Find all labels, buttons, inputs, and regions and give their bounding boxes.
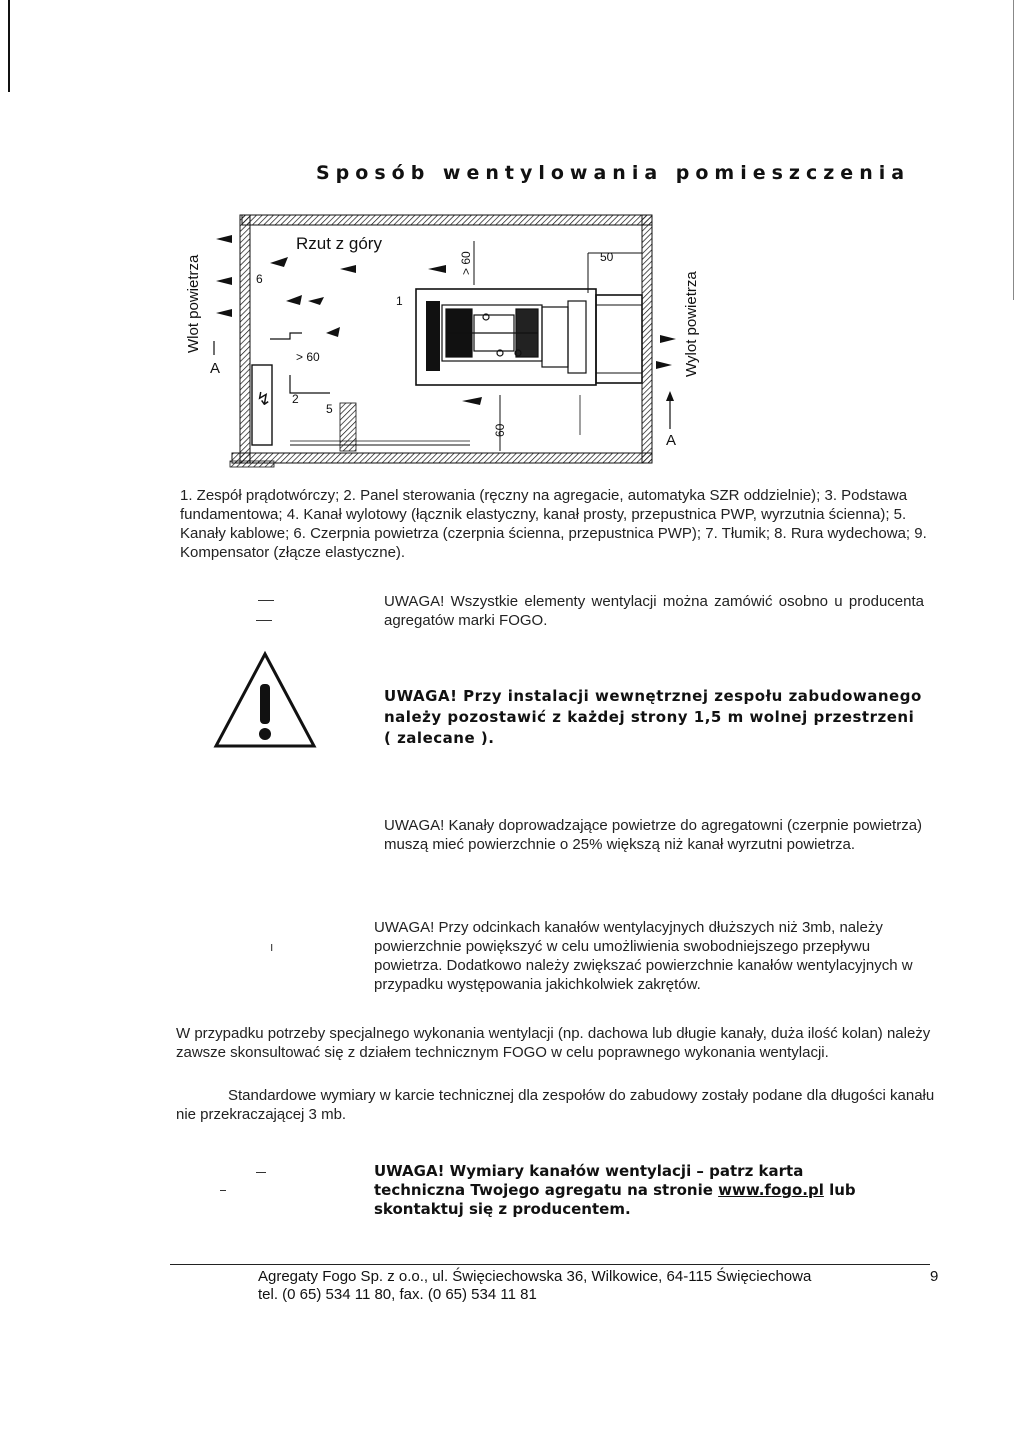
bottom-wall <box>232 453 652 463</box>
dim-60-bottom: 60 <box>493 423 507 437</box>
dim-50: 50 <box>600 250 614 264</box>
legend-item-2: 2. Panel sterowania (ręczny na agregacie, automatyka SZR oddzielnie); <box>343 487 825 504</box>
legend-item-8: 8. Rura wydechowa; <box>774 525 915 542</box>
dash-mark <box>258 600 274 601</box>
outlet-duct <box>596 295 642 383</box>
legend <box>180 486 950 562</box>
dash-mark <box>256 620 272 621</box>
margin-mark: ı <box>270 940 274 954</box>
scan-edge-mark-right <box>1013 0 1014 300</box>
top-wall <box>242 215 652 225</box>
warning-icon <box>212 650 318 750</box>
outlet-label: Wylot powietrza <box>683 271 700 377</box>
footer-divider <box>170 1264 930 1265</box>
dash-mark <box>220 1190 226 1191</box>
note-installation-space: UWAGA! Przy instalacji wewnętrznej zespołu zabudowanego należy pozostawić z każdej strony 1,5 m wolnej przestrzeni ( zalecane ). <box>384 687 922 747</box>
dim-60-mid: > 60 <box>296 350 320 364</box>
cable-channel <box>340 403 356 451</box>
footer-contact: tel. (0 65) 534 11 80, fax. (0 65) 534 11 81 <box>258 1286 537 1303</box>
section-a-right: A <box>666 432 677 449</box>
legend-item-9: 9. Kompensator (złącze elastyczne). <box>180 525 927 561</box>
left-wall <box>240 215 250 463</box>
dim-60-top: > 60 <box>459 251 473 275</box>
paragraph-standard-dimensions: Standardowe wymiary w karcie technicznej dla zespołów do zabudowy zostały podane dla długości kanału nie przekraczającej 3 mb. <box>176 1087 935 1123</box>
footer-address: Agregaty Fogo Sp. z o.o., ul. Święciechowska 36, Wilkowice, 64-115 Święciechowa <box>258 1268 812 1285</box>
note-long-ducts: UWAGA! Przy odcinkach kanałów wentylacyjnych dłuższych niż 3mb, należy powierzchnie powiększyć w celu umożliwienia swobodniejszego przepływu powietrza. Dodatkowo należy zwiększać powierzchnie kanałów wentylacyjnych w przypadku występowania jakichkolwiek zakrętów. <box>374 919 913 993</box>
legend-item-3: 3. Podstawa fundamentowa; <box>180 487 908 523</box>
footer <box>258 1268 898 1304</box>
note-inlet-area: UWAGA! Kanały doprowadzające powietrze do agregatowni (czerpnie powietrza) muszą mieć powierzchnie o 25% większą niż kanał wyrzutni powietrza. <box>384 817 923 853</box>
note-duct-dimensions: UWAGA! Wymiary kanałów wentylacji – patrz karta techniczna Twojego agregatu na stronie www.fogo.pl lub skontaktuj się z producentem. <box>374 1162 856 1218</box>
page-title: Sposób wentylowania pomieszczenia <box>316 162 911 184</box>
legend-item-1: 1. Zespół prądotwórczy; <box>180 487 344 504</box>
view-label: Rzut z góry <box>296 234 382 253</box>
legend-item-4: 4. Kanał wylotowy (łącznik elastyczny, kanał prosty, przepustnica PWP, wyrzutnia ścienna); <box>286 506 894 523</box>
note-elements-order: UWAGA! Wszystkie elementy wentylacji można zamówić osobno u producenta agregatów marki FOGO. <box>384 593 924 629</box>
inlet-label: Wlot powietrza <box>185 254 202 353</box>
legend-item-6: 6. Czerpnia powietrza (czerpnia ścienna, przepustnica PWP); <box>293 525 706 542</box>
right-wall <box>642 215 652 463</box>
legend-item-5: 5. Kanały kablowe; <box>180 506 907 542</box>
generator-base <box>416 289 596 385</box>
paragraph-special-ventilation: W przypadku potrzeby specjalnego wykonania wentylacji (np. dachowa lub długie kanały, duża ilość kolan) należy zawsze skonsultować się z działem technicznym FOGO w celu poprawnego wykonania wentylacji. <box>176 1025 931 1061</box>
generator-set <box>442 301 586 373</box>
svg-text:↯: ↯ <box>256 389 272 409</box>
ventilation-diagram <box>170 205 730 480</box>
scan-edge-mark <box>8 0 10 92</box>
section-a-left: A <box>210 360 221 377</box>
website-link[interactable]: www.fogo.pl <box>718 1181 824 1199</box>
legend-item-7: 7. Tłumik; <box>705 525 775 542</box>
page-number: 9 <box>930 1268 939 1285</box>
label-1: 1 <box>396 294 403 308</box>
label-2: 2 <box>292 392 299 406</box>
label-5: 5 <box>326 402 333 416</box>
label-6: 6 <box>256 272 263 286</box>
dash-mark <box>256 1172 266 1173</box>
